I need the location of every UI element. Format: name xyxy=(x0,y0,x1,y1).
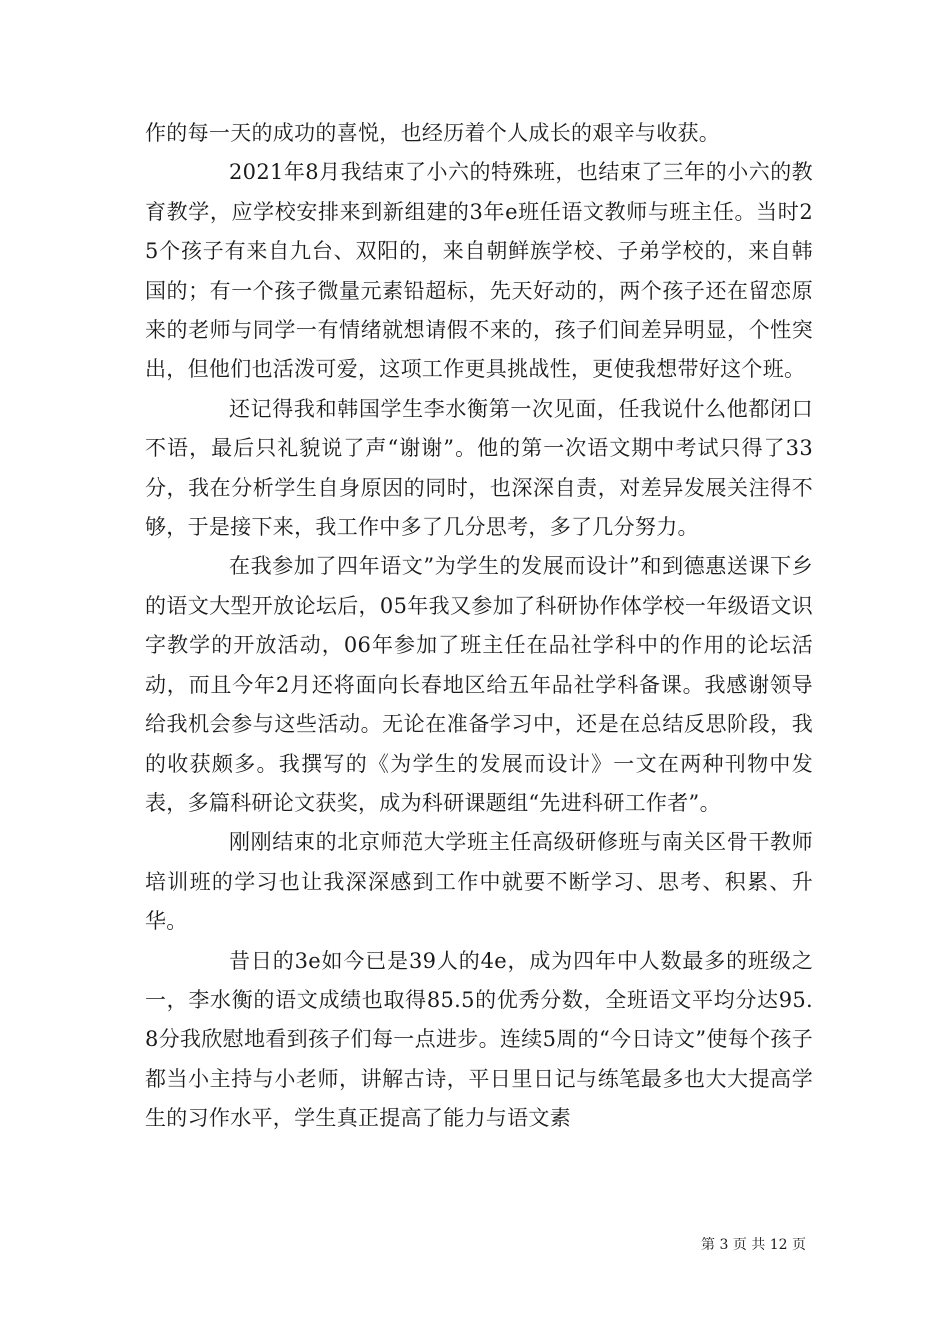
paragraph-2: 2021年8月我结束了小六的特殊班，也结束了三年的小六的教育教学，应学校安排来到新组建的3年e班任语文教师与班主任。当时25个孩子有来自九台、双阳的，来自朝鲜族学校、子弟学校的，来自韩国的；有一个孩子微量元素铅超标，先天好动的，两个孩子还在留恋原来的老师与同学一有情绪就想请假不来的，孩子们间差异明显，个性突出，但他们也活泼可爱，这项工作更具挑战性，更使我想带好这个班。 xyxy=(145,160,813,382)
page-number-footer: 第 3 页 共 12 页 xyxy=(701,1237,806,1253)
paragraph-5: 刚刚结束的北京师范大学班主任高级研修班与南关区骨干教师培训班的学习也让我深深感到工作中就要不断学习、思考、积累、升华。 xyxy=(145,830,813,934)
paragraph-1: 作的每一天的成功的喜悦，也经历着个人成长的艰辛与收获。 xyxy=(145,121,721,145)
paragraph-4: 在我参加了四年语文”为学生的发展而设计”和到德惠送课下乡的语文大型开放论坛后，05年我又参加了科研协作体学校一年级语文识字教学的开放活动，06年参加了班主任在品社学科中的作用的论坛活动，而且今年2月还将面向长春地区给五年品社学科备课。我感谢领导给我机会参与这些活动。无论在准备学习中，还是在总结反思阶段，我的收获颇多。我撰写的《为学生的发展而设计》一文在两种刊物中发表，多篇科研论文获奖，成为科研课题组“先进科研工作者”。 xyxy=(145,554,813,815)
document-body xyxy=(145,114,813,1139)
paragraph-6: 昔日的3e如今已是39人的4e，成为四年中人数最多的班级之一，李水衡的语文成绩也取得85.5的优秀分数，全班语文平均分达95.8分我欣慰地看到孩子们每一点进步。连续5周的“今日诗文”使每个孩子都当小主持与小老师，讲解古诗，平日里日记与练笔最多也大大提高学生的习作水平，学生真正提高了能力与语文素 xyxy=(145,948,813,1131)
paragraph-3: 还记得我和韩国学生李水衡第一次见面，任我说什么他都闭口不语，最后只礼貌说了声“谢谢”。他的第一次语文期中考试只得了33分，我在分析学生自身原因的同时，也深深自责，对差异发展关注得不够，于是接下来，我工作中多了几分思考，多了几分努力。 xyxy=(145,396,813,540)
